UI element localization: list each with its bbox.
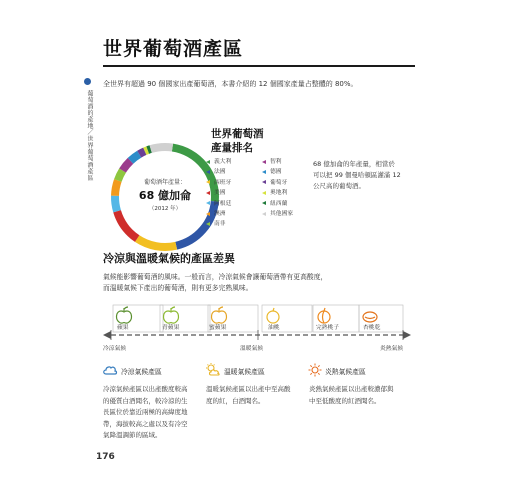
scale-label-cool: 冷涼氣候 [103, 346, 127, 352]
zone-body-hot [309, 384, 405, 407]
production-note [313, 159, 413, 192]
donut-caption: 葡萄酒年產量： [143, 179, 186, 186]
donut-year: （2012 年） [148, 206, 182, 212]
green-apple-icon [164, 307, 179, 323]
fruit-label-honey-apple: 蜜蘋果 [209, 325, 227, 331]
climate-paragraph-line: 而溫暖氣候下產出的葡萄酒，則有更多完熟風味。 [103, 284, 253, 292]
title-divider [103, 65, 415, 67]
legend-marker-icon [262, 180, 266, 184]
legend-item [262, 167, 293, 177]
climate-heading: 冷涼與溫暖氣候的產區差異 [103, 252, 235, 265]
zone-line: 的優質白酒聞名，較冷涼的生 [103, 396, 188, 405]
fruit-label-ripe-peach: 完熟桃子 [316, 325, 340, 331]
legend-marker-icon [206, 201, 210, 205]
legend-item [262, 199, 293, 209]
legend-marker-icon [262, 191, 266, 195]
zone-line: 中至低酸度的紅酒聞名。 [309, 396, 381, 405]
legend-label: 紐西蘭 [270, 200, 288, 207]
legend-item [262, 188, 293, 198]
page-title: 世界葡萄酒產區 [103, 38, 244, 60]
legend-marker-icon [206, 191, 210, 195]
production-heading-line1: 世界葡萄酒 [211, 128, 264, 140]
donut-slice [151, 147, 173, 149]
climate-paragraph-line: 氣候能影響葡萄酒的風味。一般而言，冷涼氣候會讓葡萄酒帶有更高酸度， [103, 273, 328, 281]
legend-label: 智利 [270, 159, 282, 165]
legend-marker-icon [206, 170, 210, 174]
legend-item [262, 209, 293, 219]
legend-marker-icon [262, 160, 266, 164]
legend-marker-icon [206, 180, 210, 184]
zone-line: 溫暖氣候產區以出產中至高酸 [206, 385, 291, 393]
zone-line: 冷涼氣候產區以出產酸度較高 [103, 385, 188, 393]
legend-label: 法國 [214, 169, 226, 176]
side-tab-label: 葡萄酒的產地／世界葡萄酒產區 [86, 90, 93, 181]
legend-label: 阿根廷 [214, 200, 232, 207]
legend-label: 其他國家 [270, 211, 294, 218]
legend-item [206, 157, 231, 167]
zone-body-warm [206, 384, 302, 407]
note-line: 公尺高的葡萄酒。 [313, 182, 365, 190]
fruit-label-green-apple: 青蘋果 [162, 325, 180, 331]
apple-icon [117, 307, 132, 323]
donut-slice [131, 154, 140, 161]
legend-item [206, 209, 231, 219]
legend-label: 葡萄牙 [270, 179, 288, 186]
nectarine-icon [267, 308, 279, 323]
honey-apple-icon [212, 307, 227, 323]
zone-line: 長區位於靠近兩極的高緯度地 [103, 408, 188, 416]
legend-marker-icon [206, 222, 210, 226]
legend-item [206, 167, 231, 177]
legend-label: 西班牙 [214, 179, 232, 186]
fruit-label-nectarine: 油桃 [268, 325, 280, 331]
climate-paragraph [103, 272, 403, 294]
donut-slice [145, 150, 148, 151]
legend-left-column [206, 157, 231, 230]
zone-line: 炎熱氣候產區以出產較濃郁與 [309, 385, 394, 393]
scale-label-hot: 炎熱氣候 [380, 346, 404, 352]
scale-arrow-left-icon [103, 331, 111, 339]
donut-slice [123, 161, 131, 171]
ripe-peach-icon [318, 308, 330, 323]
legend-label: 義大利 [214, 159, 232, 165]
legend-marker-icon [262, 201, 266, 205]
fruit-label-dried-apricot: 杏桃乾 [363, 325, 381, 331]
legend-item [206, 188, 231, 198]
sun-icon [308, 363, 322, 377]
dried-apricot-icon [363, 312, 377, 322]
legend-label: 南非 [214, 221, 226, 228]
legend-label: 德國 [270, 169, 282, 176]
zone-title-hot: 炎熱氣候產區 [325, 368, 366, 376]
legend-item [262, 157, 293, 167]
donut-slice [115, 196, 117, 212]
zone-body-cool [103, 384, 199, 442]
zone-line: 帶，海拔較高之處以及有冷空 [103, 419, 188, 428]
donut-center-label [127, 177, 203, 212]
zone-line: 度的紅，白酒聞名。 [206, 396, 265, 405]
legend-marker-icon [262, 212, 266, 216]
donut-slice [139, 151, 145, 154]
zone-line: 氣降溫調節的區域。 [103, 431, 162, 439]
legend-item [206, 219, 231, 229]
section-marker-dot [84, 78, 91, 85]
legend-item [206, 178, 231, 188]
donut-slice [148, 149, 151, 150]
scale-label-warm: 溫暖氣候 [240, 346, 264, 352]
legend-marker-icon [206, 212, 210, 216]
page-number: 176 [96, 452, 115, 462]
donut-slice [115, 180, 118, 195]
intro-text: 全世界有超過 90 個國家出產葡萄酒，本書介紹的 12 個國家產量占整體的 80%。 [103, 80, 358, 88]
note-line: 68 億加侖的年產量，相當於 [313, 160, 395, 168]
legend-item [206, 199, 231, 209]
note-line: 可以把 99 個曼哈頓區灌滿 12 [313, 171, 401, 179]
scale-arrow-right-icon [403, 331, 411, 339]
partly-sunny-icon [205, 363, 221, 377]
donut-value: 68 億加侖 [138, 189, 192, 202]
zone-title-warm: 溫暖氣候產區 [224, 368, 265, 376]
legend-label: 奧地利 [270, 190, 288, 197]
zone-title-cool: 冷涼氣候產區 [121, 368, 162, 376]
legend-label: 美國 [214, 190, 226, 197]
donut-slice [118, 171, 123, 181]
fruit-label-apple: 蘋果 [117, 325, 129, 331]
legend-marker-icon [262, 170, 266, 174]
legend-label: 澳洲 [214, 211, 226, 218]
production-heading-line2: 產量排名 [211, 142, 253, 154]
legend-right-column [262, 157, 293, 219]
cloud-icon [102, 363, 118, 377]
legend-marker-icon [206, 160, 210, 164]
legend-item [262, 178, 293, 188]
